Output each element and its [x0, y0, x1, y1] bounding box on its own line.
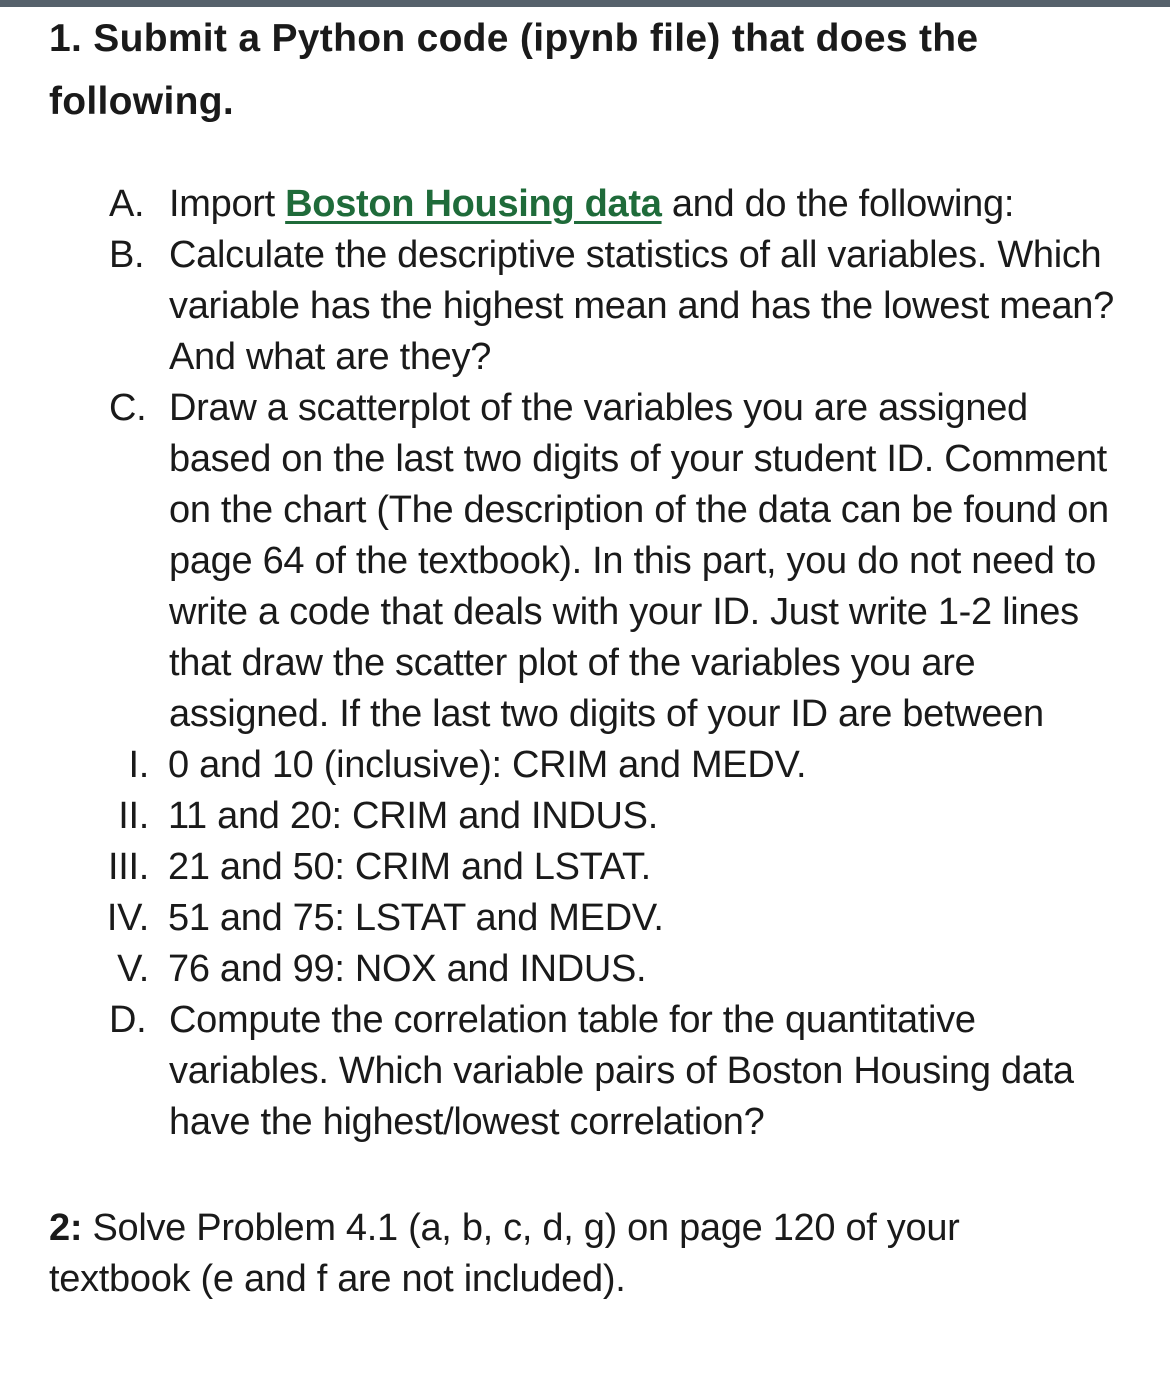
id-range-text: 51 and 75: LSTAT and MEDV. — [168, 897, 664, 939]
id-range-marker: I. — [128, 744, 149, 786]
item-a-text-before: Import — [169, 183, 286, 225]
id-range-text: 0 and 10 (inclusive): CRIM and MEDV. — [168, 744, 807, 786]
question-2-label: 2: — [49, 1207, 83, 1249]
id-range-marker: IV. — [106, 897, 149, 939]
item-d-text: Compute the correlation table for the quantitative variables. Which variable pairs of Boston Housing data have the highest/lowest correlation? — [169, 999, 1074, 1143]
question-1-list — [49, 179, 1139, 740]
item-a-text-after: and do the following: — [661, 183, 1015, 225]
assignment-content — [49, 7, 1139, 1305]
id-range-list — [49, 740, 1139, 995]
list-marker-c: C. — [109, 387, 147, 429]
id-range-item — [49, 944, 1139, 995]
question-1-heading: 1. Submit a Python code (ipynb file) that does the following. — [49, 17, 979, 123]
boston-housing-data-link[interactable]: Boston Housing data — [285, 183, 662, 225]
list-item-c — [49, 383, 1139, 740]
item-c-text: Draw a scatterplot of the variables you are assigned based on the last two digits of your student ID. Comment on the chart (The description of the data can be found on page 64 of the textbook). In this part, you do not need to write a code that deals with your ID. Just write 1-2 lines that draw the scatter plot of the variables you are assigned. If the last two digits of your ID are between — [169, 387, 1109, 735]
id-range-item — [49, 740, 1139, 791]
id-range-marker: III. — [107, 846, 149, 888]
list-marker-a: A. — [109, 183, 145, 225]
id-range-text: 21 and 50: CRIM and LSTAT. — [168, 846, 651, 888]
question-1-list-continued — [49, 995, 1139, 1148]
list-marker-d: D. — [109, 999, 147, 1041]
list-item-d — [49, 995, 1139, 1148]
id-range-item — [49, 842, 1139, 893]
list-marker-b: B. — [109, 234, 145, 276]
id-range-marker: V. — [117, 948, 149, 990]
id-range-item — [49, 791, 1139, 842]
item-b-text: Calculate the descriptive statistics of all variables. Which variable has the highest mean and has the lowest mean? And what are they? — [169, 234, 1114, 378]
top-bar — [0, 0, 1170, 7]
id-range-text: 76 and 99: NOX and INDUS. — [168, 948, 647, 990]
question-2 — [49, 1203, 1139, 1305]
question-2-text: Solve Problem 4.1 (a, b, c, d, g) on page 120 of your — [82, 1207, 960, 1249]
id-range-marker: II. — [118, 795, 149, 837]
list-item-b — [49, 230, 1139, 383]
question-2-continuation: textbook (e and f are not included). — [49, 1258, 626, 1300]
id-range-text: 11 and 20: CRIM and INDUS. — [168, 795, 658, 837]
list-item-a — [49, 179, 1139, 230]
id-range-item — [49, 893, 1139, 944]
